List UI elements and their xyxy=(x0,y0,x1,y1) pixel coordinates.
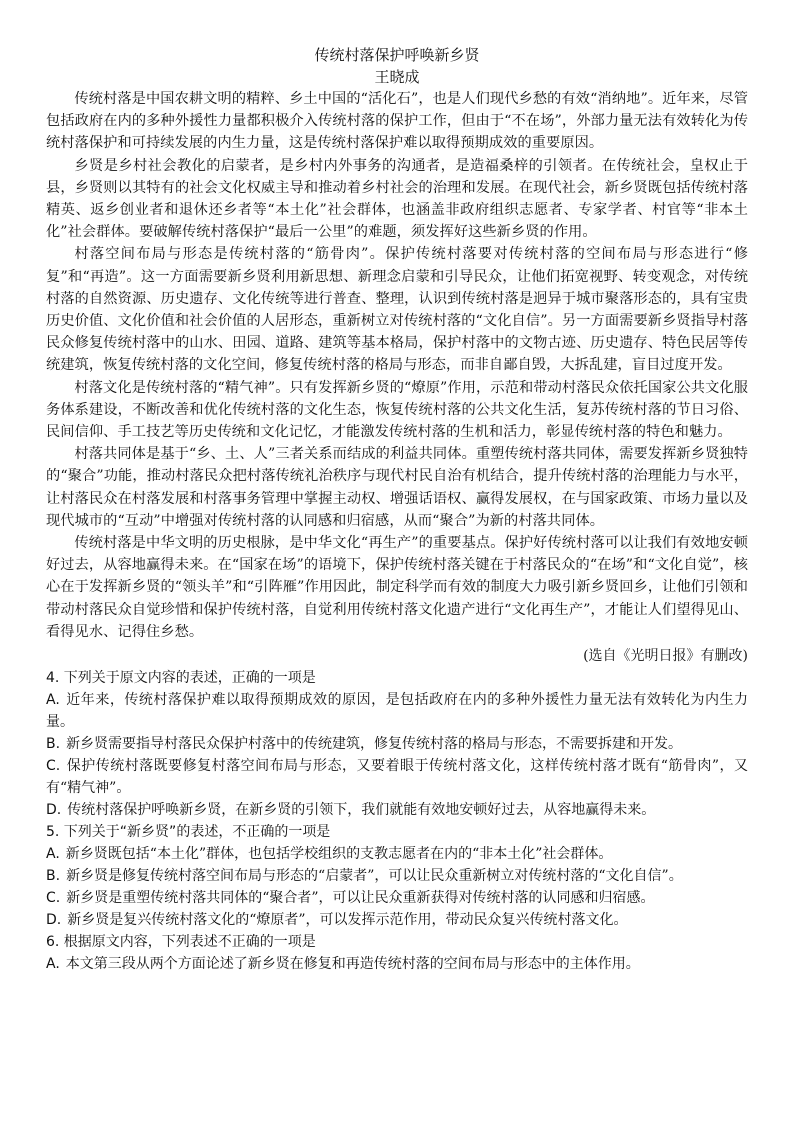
answer-option xyxy=(46,909,748,931)
article-paragraph: 村落空间布局与形态是传统村落的“筋骨肉”。保护传统村落要对传统村落的空间布局与形态进行“修复”和“再造”。这一方面需要新乡贤利用新思想、新理念启蒙和引导民众，让他们拓宽视野、转变观念，对传统村落的自然资源、历史遗存、文化传统等进行普查、整理，认识到传统村落是迥异于城市聚落形态的，具有宝贵历史价值、文化价值和社会价值的人居形态，重新树立对传统村落的“文化自信”。另一方面需要新乡贤指导村落民众修复传统村落中的山水、田园、道路、建筑等基本格局，保护村落中的文物古迹、历史遗存、特色民居等传统建筑，恢复传统村落的文化空间，修复传统村落的格局与形态，而非自鄙自毁，大拆乱建，盲目过度开发。 xyxy=(46,246,748,374)
option-text: 近年来，传统村落保护难以取得预期成效的原因，是包括政府在内的多种外援性力量无法有效转化为内生力量。 xyxy=(46,692,748,731)
article-author: 王晓成 xyxy=(374,68,420,86)
option-text: 新乡贤是重塑传统村落共同体的“聚合者”，可以让民众重新获得对传统村落的认同感和归宿感。 xyxy=(66,890,655,907)
answer-option xyxy=(46,953,748,975)
option-letter: C. xyxy=(46,758,61,775)
option-text: 新乡贤需要指导村落民众保护村落中的传统建筑，修复传统村落的格局与形态，不需要拆建和开发。 xyxy=(66,736,683,753)
article-paragraph: 传统村落是中国农耕文明的精粹、乡土中国的“活化石”，也是人们现代乡愁的有效“消纳地”。近年来，尽管包括政府在内的多种外援性力量都积极介入传统村落的保护工作，但由于“不在场”，外部力量无法有效转化为传统村落保护和可持续发展的内生力量，这是传统村落保护难以取得预期成效的重要原因。 xyxy=(46,91,748,152)
article-body xyxy=(46,88,748,643)
question-stem: 5. 下列关于“新乡贤”的表述，不正确的一项是 xyxy=(46,824,331,841)
article-title: 传统村落保护呼唤新乡贤 xyxy=(314,46,480,64)
answer-option xyxy=(46,799,748,821)
option-letter: A. xyxy=(46,692,60,709)
article-paragraph: 村落文化是传统村落的“精气神”。只有发挥新乡贤的“燎原”作用，示范和带动村落民众依托国家公共文化服务体系建设，不断改善和优化传统村落的文化生态，恢复传统村落的公共文化生活，复苏传统村落的节日习俗、民间信仰、手工技艺等历史传统和文化记忆，才能激发传统村落的生机和活力，彰显传统村落的特色和魅力。 xyxy=(46,379,748,441)
option-letter: B. xyxy=(46,736,61,753)
option-letter: D. xyxy=(46,802,62,819)
option-letter: A. xyxy=(46,846,60,863)
option-text: 新乡贤是修复传统村落空间布局与形态的“启蒙者”，可以让民众重新树立对传统村落的“文化自信”。 xyxy=(66,868,683,885)
question-block xyxy=(46,821,748,931)
question-block xyxy=(46,931,748,975)
option-text: 新乡贤既包括“本土化”群体，也包括学校组织的支教志愿者在内的“非本土化”社会群体。 xyxy=(65,846,613,863)
option-letter: A. xyxy=(46,956,60,973)
option-text: 新乡贤是复兴传统村落文化的“燎原者”，可以发挥示范作用，带动民众复兴传统村落文化。 xyxy=(67,912,628,929)
answer-option xyxy=(46,887,748,909)
option-letter: B. xyxy=(46,868,61,885)
option-text: 本文第三段从两个方面论述了新乡贤在修复和再造传统村落的空间布局与形态中的主体作用。 xyxy=(65,956,640,973)
answer-option xyxy=(46,733,748,755)
answer-option xyxy=(46,843,748,865)
question-block xyxy=(46,667,748,821)
article-paragraph: 村落共同体是基于“乡、土、人”三者关系而结成的利益共同体。重塑传统村落共同体，需要发挥新乡贤独特的“聚合”功能，推动村落民众把村落传统礼治秩序与现代村民自治有机结合，提升传统村落的治理能力与水平，让村落民众在村落发展和村落事务管理中掌握主动权、增强话语权、赢得发展权，在与国家政策、市场力量以及现代城市的“互动”中增强对传统村落的认同感和归宿感，从而“聚合”为新的村落共同体。 xyxy=(46,446,748,529)
article-paragraph: 传统村落是中华文明的历史根脉，是中华文化“再生产”的重要基点。保护好传统村落可以让我们有效地安顿好过去，从容地赢得未来。在“国家在场”的语境下，保护传统村落关键在于村落民众的“在场”和“文化自觉”，核心在于发挥新乡贤的“领头羊”和“引阵雁”作用因此，制定科学而有效的制度大力吸引新乡贤回乡，让他们引领和带动村落民众自觉珍惜和保护传统村落，自觉利用传统村落文化遗产进行“文化再生产”，才能让人们望得见山、看得见水、记得住乡愁。 xyxy=(46,535,748,640)
answer-option xyxy=(46,755,748,799)
option-text: 保护传统村落既要修复村落空间布局与形态，又要着眼于传统村落文化，这样传统村落才既有“筋骨肉”，又有“精气神”。 xyxy=(46,758,748,797)
answer-option xyxy=(46,865,748,887)
answer-option xyxy=(46,689,748,733)
option-letter: C. xyxy=(46,890,61,907)
option-letter: D. xyxy=(46,912,62,929)
question-stem: 4. 下列关于原文内容的表述，正确的一项是 xyxy=(46,670,316,687)
article-paragraph: 乡贤是乡村社会教化的启蒙者，是乡村内外事务的沟通者，是造福桑梓的引领者。在传统社会，皇权止于县，乡贤则以其特有的社会文化权威主导和推动着乡村社会的治理和发展。在现代社会，新乡贤既包括传统村落精英、返乡创业者和退休还乡者等“本土化”社会群体，也涵盖非政府组织志愿者、专家学者、村官等“非本土化”社会群体。要破解传统村落保护“最后一公里”的难题，须发挥好这些新乡贤的作用。 xyxy=(46,157,748,241)
question-stem: 6. 根据原文内容，下列表述不正确的一项是 xyxy=(46,934,316,951)
article-source: (选自《光明日报》有删改) xyxy=(583,648,748,665)
option-text: 传统村落保护呼唤新乡贤，在新乡贤的引领下，我们就能有效地安顿好过去，从容地赢得未来。 xyxy=(67,802,656,819)
